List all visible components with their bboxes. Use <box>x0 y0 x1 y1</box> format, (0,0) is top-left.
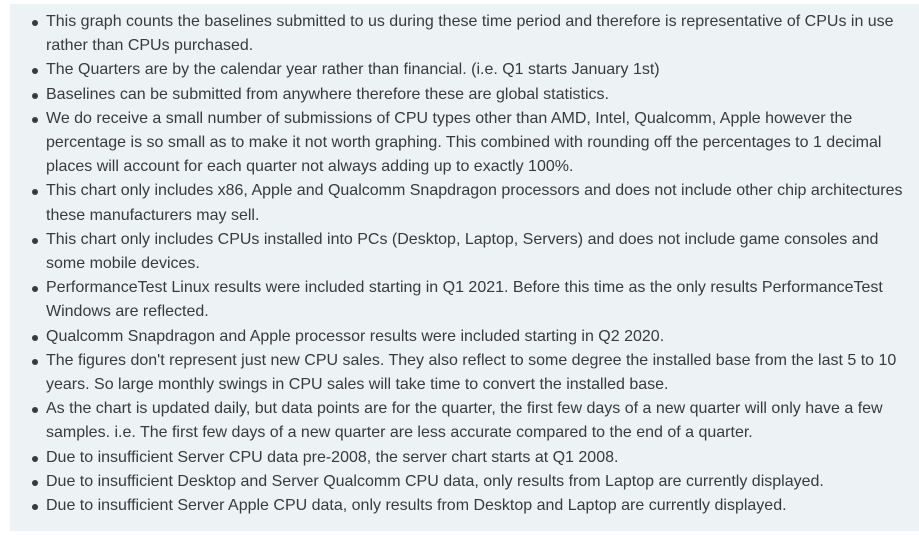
bullet-icon <box>32 20 38 26</box>
list-item <box>10 107 919 180</box>
bullet-icon <box>32 93 38 99</box>
bullet-icon <box>32 335 38 341</box>
bullet-icon <box>32 359 38 365</box>
note-text: This chart only includes CPUs installed into PCs (Desktop, Laptop, Servers) and does not include game consoles and some mobile devices. <box>46 230 879 273</box>
list-item <box>10 349 919 397</box>
list-item <box>10 325 919 349</box>
list-item <box>10 10 919 58</box>
note-text: As the chart is updated daily, but data points are for the quarter, the first few days of a new quarter will only have a few samples. i.e. The first few days of a new quarter are less accurate compared to the end of a quarter. <box>46 400 883 442</box>
note-text: Due to insufficient Server Apple CPU data, only results from Desktop and Laptop are currently displayed. <box>46 497 787 515</box>
notes-panel <box>10 4 919 531</box>
list-item <box>10 397 919 445</box>
list-item <box>10 276 919 324</box>
bullet-icon <box>32 117 38 123</box>
list-item <box>10 228 919 276</box>
list-item <box>10 179 919 227</box>
bullet-icon <box>32 456 38 462</box>
note-text: We do receive a small number of submissions of CPU types other than AMD, Intel, Qualcomm, Apple however the percentage is so small as to make it not worth graphing. This combined with rounding off the percentages to 1 decimal places will account for each quarter not always adding up to exactly 100%. <box>46 109 882 176</box>
list-item <box>10 470 919 494</box>
note-text: Baselines can be submitted from anywhere therefore these are global statistics. <box>46 85 609 103</box>
bullet-icon <box>32 504 38 510</box>
note-text: PerformanceTest Linux results were included starting in Q1 2021. Before this time as the only results PerformanceTest Windows are reflected. <box>46 279 883 321</box>
note-text: Due to insufficient Desktop and Server Qualcomm CPU data, only results from Laptop are currently displayed. <box>46 472 824 490</box>
note-text: This graph counts the baselines submitted to us during these time period and therefore is representative of CPUs in use rather than CPUs purchased. <box>46 13 894 55</box>
bullet-icon <box>32 407 38 413</box>
bullet-icon <box>32 286 38 292</box>
list-item <box>10 83 919 107</box>
bullet-icon <box>32 480 38 486</box>
bullet-icon <box>32 189 38 195</box>
bullet-icon <box>32 68 38 74</box>
list-item <box>10 446 919 470</box>
bullet-icon <box>32 238 38 244</box>
note-text: Qualcomm Snapdragon and Apple processor results were included starting in Q2 2020. <box>46 327 665 345</box>
note-text: The figures don't represent just new CPU sales. They also reflect to some degree the installed base from the last 5 to 10 years. So large monthly swings in CPU sales will take time to convert the installed base. <box>46 351 897 394</box>
note-text: The Quarters are by the calendar year rather than financial. (i.e. Q1 starts January 1st) <box>46 61 660 79</box>
list-item <box>10 494 919 518</box>
list-item <box>10 58 919 82</box>
note-text: Due to insufficient Server CPU data pre-2008, the server chart starts at Q1 2008. <box>46 448 619 466</box>
note-text: This chart only includes x86, Apple and Qualcomm Snapdragon processors and does not include other chip architectures these manufacturers may sell. <box>46 182 903 224</box>
notes-list <box>10 4 919 518</box>
